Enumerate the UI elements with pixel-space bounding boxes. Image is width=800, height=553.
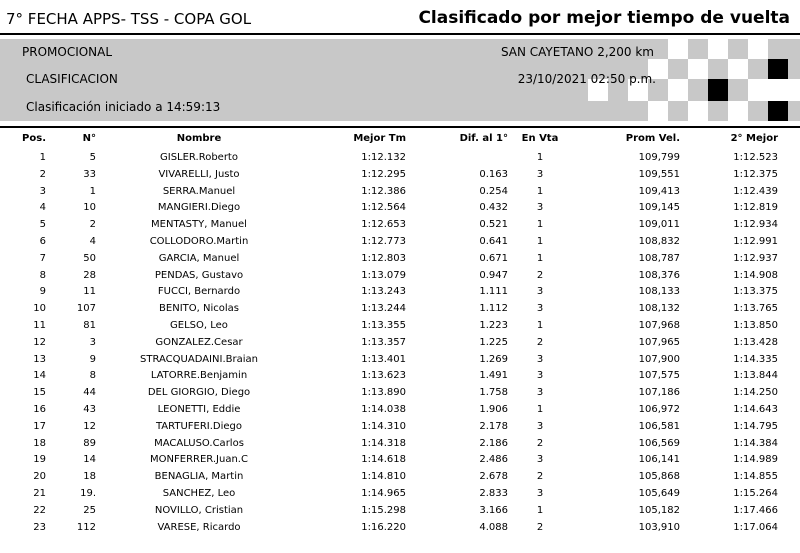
- cell-avg-speed: 106,972: [638, 403, 680, 415]
- cell-name: VARESE, Ricardo: [157, 521, 241, 533]
- cell-lap: 3: [536, 370, 544, 382]
- cell-name: COLLODORO.Martin: [149, 235, 249, 247]
- cell-number: 11: [83, 286, 96, 298]
- cell-gap: 0.163: [479, 168, 508, 180]
- cell-best-time: 1:14.618: [361, 454, 406, 466]
- cell-avg-speed: 105,649: [638, 487, 680, 499]
- cell-best-time: 1:16.220: [361, 521, 406, 533]
- cell-number: 19.: [80, 487, 96, 499]
- cell-gap: 0.947: [479, 269, 508, 281]
- cell-gap: 4.088: [479, 521, 508, 533]
- cell-best-time: 1:13.623: [361, 370, 406, 382]
- cell-best-time: 1:14.965: [361, 487, 406, 499]
- cell-gap: 1.112: [479, 303, 508, 315]
- cell-lap: 3: [536, 168, 544, 180]
- table-row: [0, 201, 800, 218]
- cell-lap: 1: [536, 235, 544, 247]
- column-header-lap: En Vta: [521, 133, 559, 144]
- cell-second-best: 1:12.934: [733, 219, 778, 231]
- cell-number: 8: [89, 370, 96, 382]
- cell-lap: 3: [536, 202, 544, 214]
- cell-lap: 2: [536, 269, 544, 281]
- cell-pos: 4: [39, 202, 46, 214]
- session-label: CLASIFICACION: [26, 72, 118, 86]
- cell-gap: 2.186: [479, 437, 508, 449]
- cell-name: LATORRE.Benjamin: [150, 370, 248, 382]
- cell-best-time: 1:13.244: [361, 303, 406, 315]
- column-header-gap: Dif. al 1°: [459, 133, 508, 144]
- cell-lap: 1: [536, 319, 544, 331]
- table-row: [0, 353, 800, 370]
- cell-lap: 3: [536, 303, 544, 315]
- cell-second-best: 1:12.991: [733, 235, 778, 247]
- cell-pos: 20: [33, 471, 46, 483]
- cell-gap: 2.833: [479, 487, 508, 499]
- column-header-best-time: Mejor Tm: [353, 133, 406, 144]
- cell-second-best: 1:12.523: [733, 152, 778, 163]
- cell-avg-speed: 107,965: [638, 336, 680, 348]
- cell-best-time: 1:12.653: [361, 219, 406, 231]
- header-divider: [0, 126, 800, 128]
- cell-gap: 0.671: [479, 252, 508, 264]
- cell-gap: 1.225: [479, 336, 508, 348]
- table-row: [0, 403, 800, 420]
- cell-second-best: 1:14.643: [733, 403, 778, 415]
- cell-pos: 18: [33, 437, 46, 449]
- cell-best-time: 1:12.773: [361, 235, 406, 247]
- cell-pos: 21: [33, 487, 46, 499]
- cell-gap: 0.254: [479, 185, 508, 197]
- cell-second-best: 1:14.335: [733, 353, 778, 365]
- cell-second-best: 1:14.795: [733, 420, 778, 432]
- cell-pos: 10: [33, 303, 46, 315]
- cell-avg-speed: 106,581: [638, 420, 680, 432]
- cell-number: 89: [83, 437, 96, 449]
- cell-number: 107: [76, 303, 96, 315]
- cell-best-time: 1:14.038: [361, 403, 406, 415]
- cell-pos: 14: [33, 370, 46, 382]
- cell-pos: 23: [33, 521, 46, 533]
- cell-second-best: 1:17.064: [733, 521, 778, 533]
- cell-name: PENDAS, Gustavo: [154, 269, 244, 281]
- cell-number: 3: [89, 336, 96, 348]
- cell-gap: 1.111: [479, 286, 508, 298]
- session-start-label: Clasificación iniciado a 14:59:13: [26, 100, 221, 114]
- cell-pos: 16: [33, 403, 46, 415]
- cell-name: NOVILLO, Cristian: [154, 504, 244, 516]
- cell-second-best: 1:14.908: [733, 269, 778, 281]
- cell-second-best: 1:13.850: [733, 319, 778, 331]
- cell-gap: 2.678: [479, 471, 508, 483]
- cell-lap: 3: [536, 454, 544, 466]
- title-divider: [0, 33, 800, 35]
- table-row: [0, 151, 800, 168]
- cell-best-time: 1:15.298: [361, 504, 406, 516]
- table-row: [0, 252, 800, 269]
- cell-gap: 1.758: [479, 387, 508, 399]
- column-header-second-best: 2° Mejor: [730, 133, 778, 144]
- cell-second-best: 1:14.250: [733, 387, 778, 399]
- cell-avg-speed: 107,968: [638, 319, 680, 331]
- cell-best-time: 1:12.295: [361, 168, 406, 180]
- cell-lap: 1: [536, 252, 544, 264]
- cell-number: 14: [83, 454, 96, 466]
- cell-pos: 3: [39, 185, 46, 197]
- table-row: [0, 319, 800, 336]
- cell-gap: 1.906: [479, 403, 508, 415]
- cell-second-best: 1:14.384: [733, 437, 778, 449]
- cell-name: LEONETTI, Eddie: [157, 403, 241, 415]
- session-banner: [0, 39, 800, 121]
- column-header-name: Nombre: [176, 133, 222, 144]
- cell-avg-speed: 105,182: [638, 504, 680, 516]
- table-row: [0, 521, 800, 538]
- cell-second-best: 1:13.428: [733, 336, 778, 348]
- table-row: [0, 285, 800, 302]
- cell-pos: 12: [33, 336, 46, 348]
- cell-avg-speed: 107,575: [638, 370, 680, 382]
- cell-name: GONZALEZ.Cesar: [155, 336, 243, 348]
- cell-lap: 2: [536, 336, 544, 348]
- table-row: [0, 185, 800, 202]
- cell-pos: 5: [39, 219, 46, 231]
- cell-avg-speed: 108,133: [638, 286, 680, 298]
- cell-number: 33: [83, 168, 96, 180]
- cell-second-best: 1:12.375: [733, 168, 778, 180]
- cell-best-time: 1:14.810: [361, 471, 406, 483]
- report-title: Clasificado por mejor tiempo de vuelta: [418, 8, 790, 28]
- cell-number: 12: [83, 420, 96, 432]
- cell-avg-speed: 106,569: [638, 437, 680, 449]
- cell-name: MANGIERI.Diego: [157, 202, 241, 214]
- column-header-avg-speed: Prom Vel.: [625, 133, 680, 144]
- cell-name: MACALUSO.Carlos: [154, 437, 244, 449]
- cell-pos: 19: [33, 454, 46, 466]
- cell-avg-speed: 107,900: [638, 353, 680, 365]
- cell-pos: 22: [33, 504, 46, 516]
- cell-best-time: 1:12.386: [361, 185, 406, 197]
- table-row: [0, 302, 800, 319]
- cell-pos: 11: [33, 319, 46, 331]
- cell-pos: 17: [33, 420, 46, 432]
- cell-second-best: 1:12.819: [733, 202, 778, 214]
- cell-lap: 1: [536, 152, 544, 163]
- cell-number: 50: [83, 252, 96, 264]
- results-table: [0, 151, 800, 537]
- cell-lap: 2: [536, 437, 544, 449]
- cell-pos: 13: [33, 353, 46, 365]
- cell-avg-speed: 108,132: [638, 303, 680, 315]
- table-row: [0, 437, 800, 454]
- cell-gap: 0.432: [479, 202, 508, 214]
- cell-best-time: 1:14.318: [361, 437, 406, 449]
- cell-best-time: 1:12.132: [361, 152, 406, 163]
- cell-avg-speed: 107,186: [638, 387, 680, 399]
- cell-pos: 1: [39, 152, 46, 163]
- cell-name: MONFERRER.Juan.C: [150, 454, 248, 466]
- cell-number: 25: [83, 504, 96, 516]
- cell-avg-speed: 106,141: [638, 454, 680, 466]
- cell-number: 28: [83, 269, 96, 281]
- table-row: [0, 218, 800, 235]
- cell-avg-speed: 109,799: [638, 152, 680, 163]
- cell-best-time: 1:13.401: [361, 353, 406, 365]
- event-title: 7° FECHA APPS- TSS - COPA GOL: [6, 10, 252, 28]
- cell-name: BENAGLIA, Martin: [154, 471, 244, 483]
- cell-lap: 1: [536, 219, 544, 231]
- cell-number: 9: [89, 353, 96, 365]
- track-label: SAN CAYETANO 2,200 km: [500, 45, 654, 59]
- column-header-number: N°: [82, 133, 96, 144]
- cell-best-time: 1:13.355: [361, 319, 406, 331]
- cell-name: VIVARELLI, Justo: [158, 168, 240, 180]
- cell-gap: 2.486: [479, 454, 508, 466]
- table-row: [0, 453, 800, 470]
- table-row: [0, 470, 800, 487]
- cell-avg-speed: 109,145: [638, 202, 680, 214]
- cell-name: MENTASTY, Manuel: [151, 219, 247, 231]
- cell-name: STRACQUADAINI.Braian: [140, 353, 258, 365]
- table-row: [0, 420, 800, 437]
- cell-avg-speed: 109,011: [638, 219, 680, 231]
- cell-number: 10: [83, 202, 96, 214]
- cell-second-best: 1:17.466: [733, 504, 778, 516]
- cell-gap: 2.178: [479, 420, 508, 432]
- cell-name: GISLER.Roberto: [160, 152, 238, 163]
- cell-second-best: 1:15.264: [733, 487, 778, 499]
- cell-number: 5: [89, 152, 96, 163]
- table-row: [0, 336, 800, 353]
- cell-second-best: 1:12.439: [733, 185, 778, 197]
- cell-lap: 3: [536, 387, 544, 399]
- cell-name: SANCHEZ, Leo: [162, 487, 236, 499]
- cell-number: 4: [89, 235, 96, 247]
- cell-name: SERRA.Manuel: [162, 185, 236, 197]
- cell-best-time: 1:12.564: [361, 202, 406, 214]
- cell-pos: 9: [39, 286, 46, 298]
- cell-best-time: 1:13.079: [361, 269, 406, 281]
- cell-best-time: 1:13.357: [361, 336, 406, 348]
- cell-number: 81: [83, 319, 96, 331]
- cell-lap: 3: [536, 286, 544, 298]
- cell-second-best: 1:13.844: [733, 370, 778, 382]
- cell-number: 112: [76, 521, 96, 533]
- cell-name: GELSO, Leo: [170, 319, 228, 331]
- cell-name: GARCIA, Manuel: [158, 252, 240, 264]
- cell-gap: 3.166: [479, 504, 508, 516]
- cell-avg-speed: 108,376: [638, 269, 680, 281]
- table-row: [0, 369, 800, 386]
- table-row: [0, 504, 800, 521]
- cell-gap: 1.269: [479, 353, 508, 365]
- table-row: [0, 386, 800, 403]
- table-row: [0, 168, 800, 185]
- category-label: PROMOCIONAL: [22, 45, 113, 59]
- table-row: [0, 269, 800, 286]
- cell-pos: 15: [33, 387, 46, 399]
- cell-pos: 7: [39, 252, 46, 264]
- date-time-label: 23/10/2021 02:50 p.m.: [517, 72, 656, 86]
- cell-lap: 3: [536, 420, 544, 432]
- cell-best-time: 1:12.803: [361, 252, 406, 264]
- cell-number: 43: [83, 403, 96, 415]
- cell-lap: 1: [536, 185, 544, 197]
- cell-lap: 2: [536, 471, 544, 483]
- cell-number: 1: [89, 185, 96, 197]
- cell-lap: 2: [536, 521, 544, 533]
- table-row: [0, 487, 800, 504]
- cell-lap: 1: [536, 504, 544, 516]
- cell-name: DEL GIORGIO, Diego: [147, 387, 251, 399]
- cell-number: 44: [83, 387, 96, 399]
- cell-number: 18: [83, 471, 96, 483]
- cell-pos: 6: [39, 235, 46, 247]
- table-row: [0, 235, 800, 252]
- cell-avg-speed: 109,551: [638, 168, 680, 180]
- cell-second-best: 1:14.989: [733, 454, 778, 466]
- cell-second-best: 1:14.855: [733, 471, 778, 483]
- column-header-pos: Pos.: [22, 133, 46, 144]
- cell-avg-speed: 108,787: [638, 252, 680, 264]
- cell-second-best: 1:12.937: [733, 252, 778, 264]
- cell-lap: 3: [536, 353, 544, 365]
- cell-name: FUCCI, Bernardo: [157, 286, 241, 298]
- cell-avg-speed: 109,413: [638, 185, 680, 197]
- cell-lap: 3: [536, 487, 544, 499]
- cell-lap: 1: [536, 403, 544, 415]
- cell-gap: 0.641: [479, 235, 508, 247]
- cell-second-best: 1:13.375: [733, 286, 778, 298]
- cell-name: TARTUFERI.Diego: [155, 420, 243, 432]
- cell-avg-speed: 105,868: [638, 471, 680, 483]
- cell-name: BENITO, Nicolas: [159, 303, 239, 315]
- cell-best-time: 1:13.243: [361, 286, 406, 298]
- cell-best-time: 1:13.890: [361, 387, 406, 399]
- cell-second-best: 1:13.765: [733, 303, 778, 315]
- cell-avg-speed: 108,832: [638, 235, 680, 247]
- cell-number: 2: [89, 219, 96, 231]
- cell-avg-speed: 103,910: [638, 521, 680, 533]
- cell-gap: 1.491: [479, 370, 508, 382]
- cell-pos: 2: [39, 168, 46, 180]
- cell-gap: 1.223: [479, 319, 508, 331]
- cell-gap: 0.521: [479, 219, 508, 231]
- cell-pos: 8: [39, 269, 46, 281]
- cell-best-time: 1:14.310: [361, 420, 406, 432]
